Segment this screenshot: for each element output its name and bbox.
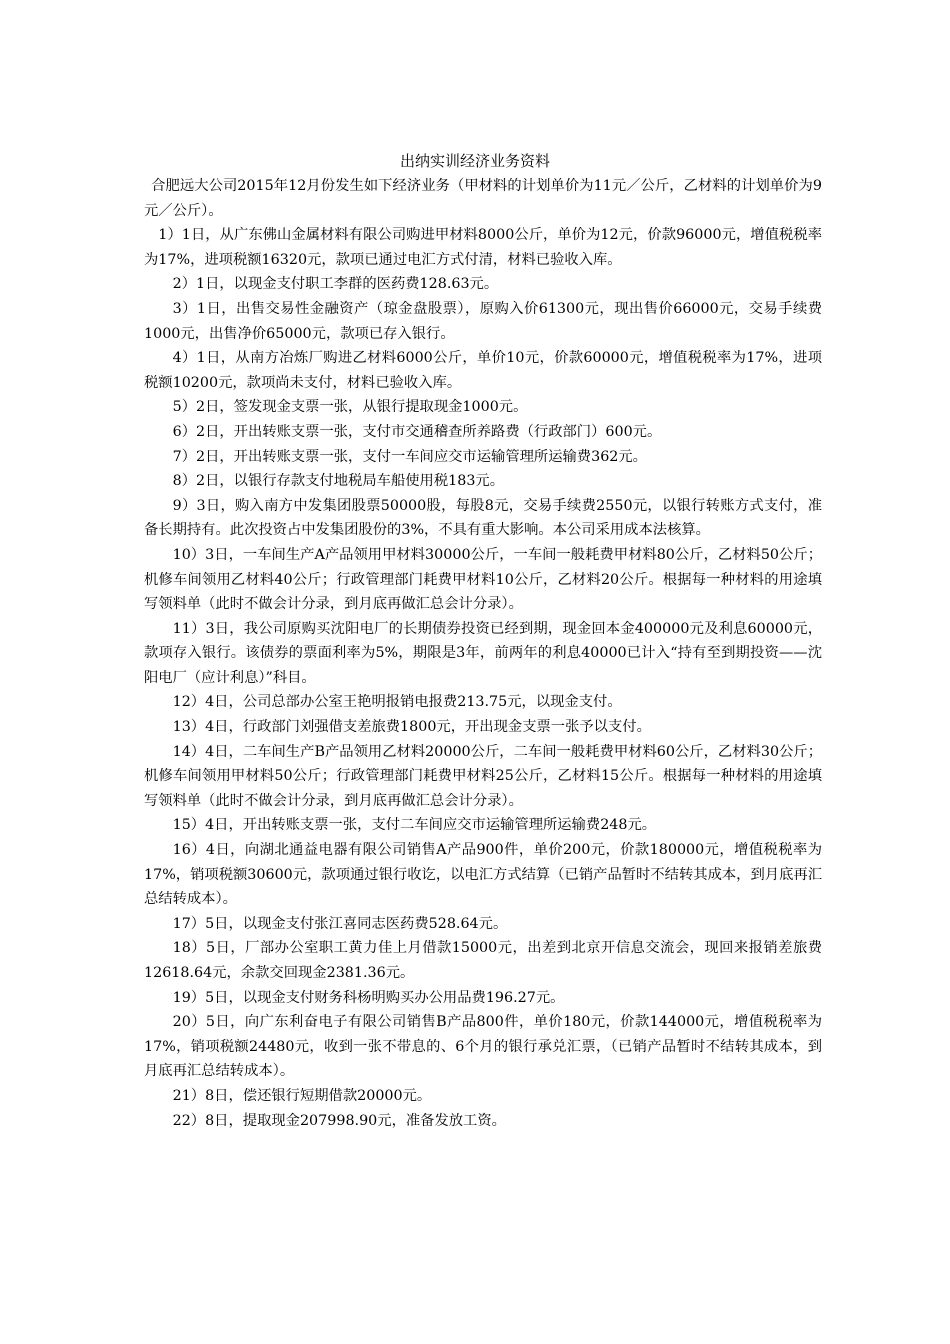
business-item-19: 19）5日，以现金支付财务科杨明购买办公用品费196.27元。	[172, 989, 565, 1006]
business-item-11: 11）3日，我公司原购买沈阳电厂的长期债券投资已经到期，现金回本金400000元及利息60000元，款项存入银行。该债券的票面利率为5%，期限是3年，前两年的利息40000已计入“持有至到期投资——沈阳电厂（应计利息）”科目。	[144, 620, 823, 686]
business-item-10: 10）3日，一车间生产A产品领用甲材料30000公斤，一车间一般耗费甲材料80公斤，乙材料50公斤；机修车间领用乙材料40公斤；行政管理部门耗费甲材料10公斤，乙材料20公斤。根据每一种材料的用途填写领料单（此时不做会计分录，到月底再做汇总会计分录）。	[144, 546, 822, 613]
business-item-15: 15）4日，开出转账支票一张，支付二车间应交市运输管理所运输费248元。	[172, 817, 657, 834]
business-item-17: 17）5日，以现金支付张江喜同志医药费528.64元。	[172, 915, 508, 932]
business-item-14: 14）4日，二车间生产B产品领用乙材料20000公斤，二车间一般耗费甲材料60公斤，乙材料30公斤；机修车间领用甲材料50公斤；行政管理部门耗费甲材料25公斤，乙材料15公斤。根据每一种材料的用途填写领料单（此时不做会计分录，到月底再做汇总会计分录）。	[144, 743, 822, 809]
business-item-6: 6）2日，开出转账支票一张，支付市交通稽查所养路费（行政部门）600元。	[172, 423, 662, 440]
business-item-21: 21）8日，偿还银行短期借款20000元。	[172, 1087, 432, 1104]
intro-paragraph: 合肥远大公司2015年12月份发生如下经济业务（甲材料的计划单价为11元／公斤，乙材料的计划单价为9元／公斤）。	[144, 178, 822, 219]
business-item-13: 13）4日，行政部门刘强借支差旅费1800元，开出现金支票一张予以支付。	[172, 719, 651, 736]
document-body	[144, 174, 822, 1133]
business-item-7: 7）2日，开出转账支票一张，支付一车间应交市运输管理所运输费362元。	[172, 448, 647, 465]
business-item-18: 18）5日，厂部办公室职工黄力佳上月借款15000元，出差到北京开信息交流会，现回来报销差旅费12618.64元，余款交回现金2381.36元。	[144, 940, 822, 981]
business-item-3: 3）1日，出售交易性金融资产（琼金盘股票），原购入价61300元，现出售价66000元，交易手续费1000元，出售净价65000元，款项已存入银行。	[144, 300, 822, 342]
business-item-5: 5）2日，签发现金支票一张，从银行提取现金1000元。	[172, 399, 528, 416]
business-item-12: 12）4日，公司总部办公室王艳明报销电报费213.75元，以现金支付。	[172, 694, 622, 711]
business-item-22: 22）8日，提取现金207998.90元，准备发放工资。	[172, 1112, 506, 1129]
business-item-1: 1）1日，从广东佛山金属材料有限公司购进甲材料8000公斤，单价为12元，价款96000元，增值税税率为17%，进项税额16320元，款项已通过电汇方式付清，材料已验收入库。	[144, 227, 822, 268]
business-item-4: 4）1日，从南方冶炼厂购进乙材料6000公斤，单价10元，价款60000元，增值税税率为17%，进项税额10200元，款项尚未支付，材料已验收入库。	[144, 350, 822, 391]
business-item-9: 9）3日，购入南方中发集团股票50000股，每股8元，交易手续费2550元，以银行转账方式支付，准备长期持有。此次投资占中发集团股份的3%，不具有重大影响。本公司采用成本法核算。	[144, 497, 822, 539]
business-item-20: 20）5日，向广东利奋电子有限公司销售B产品800件，单价180元，价款144000元，增值税税率为17%，销项税额24480元，收到一张不带息的、6个月的银行承兑汇票，（已销产品暂时不结转其成本，到月底再汇总结转成本）。	[144, 1014, 822, 1080]
business-item-2: 2）1日，以现金支付职工李群的医药费128.63元。	[172, 276, 499, 293]
document-title: 出纳实训经济业务资料	[399, 152, 550, 170]
business-item-16: 16）4日，向湖北通益电器有限公司销售A产品900件，单价200元，价款180000元，增值税税率为17%，销项税额30600元，款项通过银行收讫，以电汇方式结算（已销产品暂时不结转其成本，到月底再汇总结转成本）。	[144, 842, 822, 908]
business-item-8: 8）2日，以银行存款支付地税局车船使用税183元。	[172, 473, 505, 490]
